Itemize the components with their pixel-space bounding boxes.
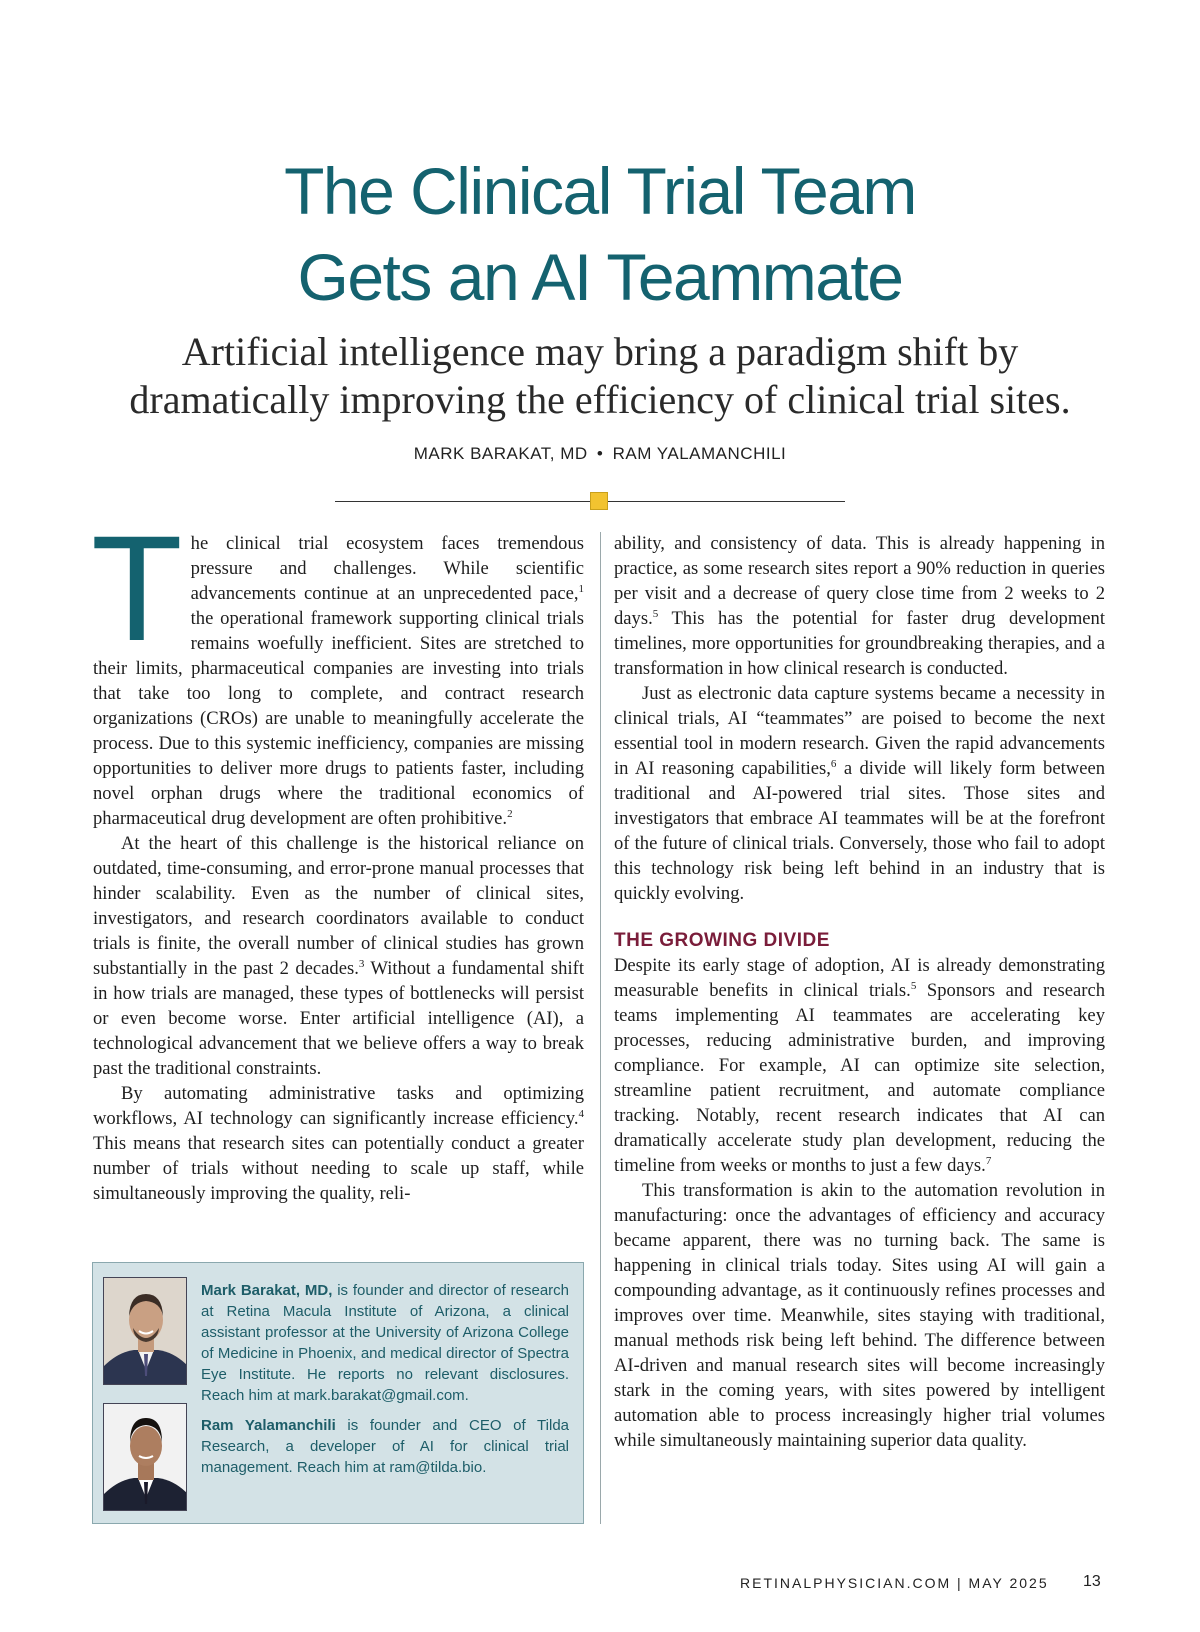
title-divider-right	[608, 501, 845, 502]
footnote-ref: 3	[358, 957, 365, 970]
author-1: MARK BARAKAT, MD	[413, 444, 588, 463]
paragraph-6: Despite its early stage of adoption, AI is already demonstrating measurable benefits in clinical trials.$^5$ Sponsors and research teams implementing AI teammates are accelerating key processes, reducing administrative burden, and improving compliance. For example, AI can optimize site selection, streamline patient recruitment, and automate compliance tracking. Notably, recent research indicates that AI can dramatically accelerate study plan development, reducing the timeline from weeks or months to just a few days.$^7$	[614, 955, 1105, 1176]
footnote-ref: 4	[578, 1107, 584, 1120]
title-line-1: The Clinical Trial Team	[284, 154, 916, 228]
portrait-image	[104, 1404, 187, 1511]
paragraph-5: Just as electronic data capture systems became a necessity in clinical trials, AI “teammates” are poised to become the next essential tool in modern research. Given the rapid advancements in AI reasoning capabilities,$^6$ a divide will likely form between traditional and AI-powered trial sites. Those sites and investigators that embrace AI teammates will be at the forefront of the future of clinical trials. Conversely, those who fail to adopt this technology risk being left behind in an industry that is quickly evolving.	[614, 683, 1106, 904]
right-column	[614, 531, 1105, 1453]
article-subtitle	[0, 328, 1200, 424]
publication-footer: RETINALPHYSICIAN.COM | MAY 2025	[740, 1575, 1049, 1591]
bio-barakat: Mark Barakat, MD, is founder and director of research at Retina Macula Institute of Arizona, a clinical assistant professor at the University of Arizona College of Medicine in Phoenix, and medical director of Spectra Eye Institute. He reports no relevant disclosures. Reach him at mark.barakat@gmail.com.	[201, 1282, 569, 1404]
byline-separator: •	[596, 444, 604, 463]
subtitle-line-2: dramatically improving the efficiency of clinical trial sites.	[129, 377, 1071, 422]
portrait-image	[104, 1278, 187, 1385]
footnote-ref: 2	[507, 807, 513, 820]
author-bio-box	[92, 1262, 584, 1524]
author-2: RAM YALAMANCHILI	[612, 444, 787, 463]
paragraph-2: At the heart of this challenge is the historical reliance on outdated, time-consuming, and error-prone manual processes that hinder scalability. Even as the number of clinical sites, investigators, and research coordinators available to conduct trials is finite, the overall number of clinical studies has grown substantially in the past 2 decades.$^3$ Without a fundamental shift in how trials are managed, these types of bottlenecks will persist or even become worse. Enter artificial intelligence (AI), a technological advancement that we believe offers a way to break past the traditional constraints.	[93, 833, 584, 1079]
author-photo-yalamanchili	[103, 1403, 187, 1511]
footnote-ref: 5	[910, 979, 917, 992]
column-divider	[600, 532, 601, 1524]
footnote-ref: 6	[830, 757, 837, 770]
footnote-ref: 1	[578, 582, 584, 595]
paragraph-1: The clinical trial ecosystem faces tremendous pressure and challenges. While scientific advancements continue at an unprecedented pace,$^1$ the operational framework supporting clinical trials remains woefully inefficient. Sites are stretched to their limits, pharmaceutical companies are investing into trials that take too long to complete, and contract research organizations (CROs) are unable to meaningfully accelerate the process. Due to this systemic inefficiency, companies are missing opportunities to deliver more drugs to patients faster, including novel orphan drugs where the traditional economics of pharmaceutical drug development are often prohibitive.$^2$	[91, 504, 584, 829]
article-title	[0, 148, 1200, 320]
footnote-ref: 7	[985, 1154, 992, 1167]
drop-cap: T	[91, 504, 183, 672]
title-divider-square	[590, 492, 608, 510]
paragraph-7: This transformation is akin to the automation revolution in manufacturing: once the advantages of efficiency and accuracy became apparent, there was no turning back. The same is happening in clinical trials today. Sites using AI will gain a compounding advantage, as it continuously refines processes and improves over time. Meanwhile, sites staying with traditional, manual methods risk being left behind. The difference between AI-driven and manual research sites will become increasingly stark in the coming years, with sites powered by intelligent automation able to process increasingly higher trial volumes while simultaneously maintaining superior data quality.	[614, 1180, 1105, 1451]
title-line-2: Gets an AI Teammate	[297, 240, 903, 314]
section-heading: THE GROWING DIVIDE	[614, 930, 830, 951]
footnote-ref: 5	[652, 607, 659, 620]
byline	[0, 444, 1200, 464]
paragraph-3: By automating administrative tasks and optimizing workflows, AI technology can significantly increase efficiency.$^4$ This means that research sites can potentially conduct a greater number of trials without needing to scale up staff, while simultaneously improving the quality, reli-	[93, 1083, 584, 1204]
paragraph-4: ability, and consistency of data. This is already happening in practice, as some research sites report a 90% reduction in queries per visit and a decrease of query close time from 2 weeks to 2 days.$^5$ This has the potential for faster drug development timelines, more opportunities for groundbreaking therapies, and a transformation in how clinical research is conducted.	[614, 533, 1105, 679]
author-photo-barakat	[103, 1277, 187, 1385]
left-column	[91, 504, 584, 1206]
bio-yalamanchili: Ram Yalamanchili is founder and CEO of Tilda Research, a developer of AI for clinical trial management. Reach him at ram@tilda.bio.	[201, 1417, 570, 1476]
title-divider-left	[335, 501, 590, 502]
page-number: 13	[1083, 1573, 1101, 1590]
subtitle-line-1: Artificial intelligence may bring a paradigm shift by	[181, 329, 1019, 374]
